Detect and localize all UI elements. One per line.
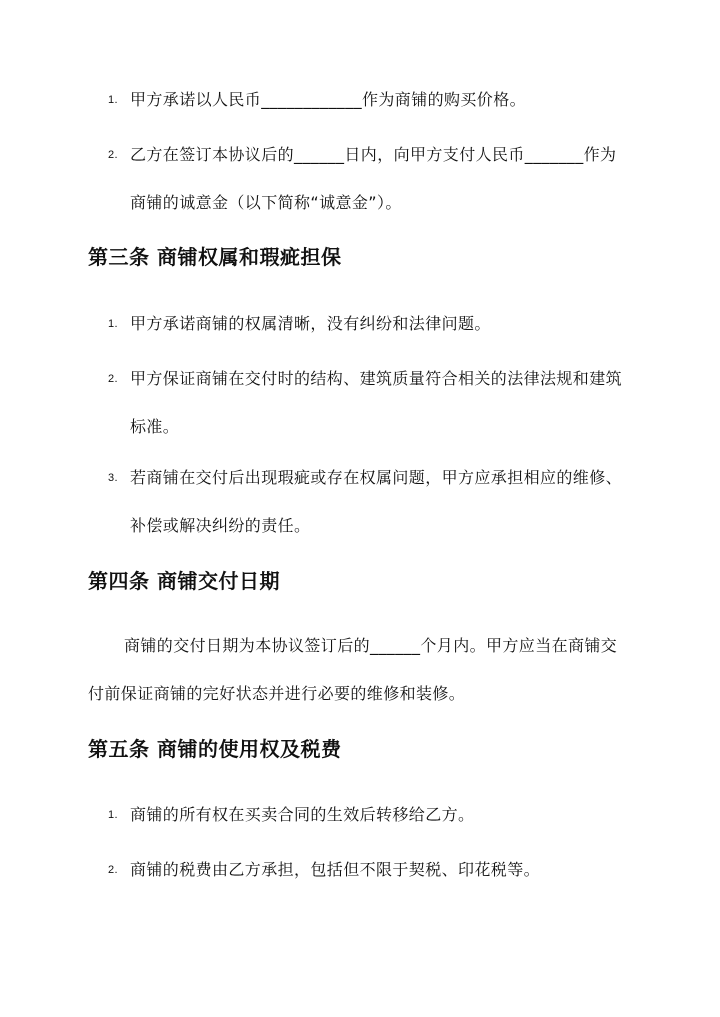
list-number: 3. [108, 472, 118, 484]
list-text: 商铺的税费由乙方承担，包括但不限于契税、印花税等。 [130, 860, 541, 879]
list-item [108, 76, 628, 124]
paragraph: 商铺的交付日期为本协议签订后的______个月内。甲方应当在商铺交付前保证商铺的完好状态并进行必要的维修和装修。 [88, 636, 618, 703]
list-text: 乙方在签订本协议后的______日内，向甲方支付人民币_______作为商铺的诚意金（以下简称“诚意金”）。 [130, 145, 617, 212]
list-item [108, 791, 628, 839]
list-number: 1. [108, 809, 118, 821]
list-number: 2. [108, 373, 118, 385]
list-text: 商铺的所有权在买卖合同的生效后转移给乙方。 [130, 805, 475, 824]
section-heading: 第三条 商铺权属和瑕疵担保 [88, 245, 342, 269]
list-text: 甲方保证商铺在交付时的结构、建筑质量符合相关的法律法规和建筑标准。 [130, 369, 623, 436]
list-item [108, 846, 628, 894]
list-item [108, 355, 628, 451]
list-item [108, 131, 628, 227]
list-item [108, 300, 628, 348]
section-heading: 第五条 商铺的使用权及税费 [88, 737, 342, 761]
list-number: 1. [108, 318, 118, 330]
section-heading: 第四条 商铺交付日期 [88, 569, 280, 593]
list-number: 1. [108, 94, 118, 106]
list-number: 2. [108, 149, 118, 161]
list-number: 2. [108, 864, 118, 876]
list-text: 若商铺在交付后出现瑕疵或存在权属问题，甲方应承担相应的维修、补偿或解决纠纷的责任。 [130, 468, 623, 535]
list-item [108, 454, 628, 550]
list-text: 甲方承诺商铺的权属清晰，没有纠纷和法律问题。 [130, 314, 491, 333]
list-text: 甲方承诺以人民币____________作为商铺的购买价格。 [130, 90, 527, 109]
